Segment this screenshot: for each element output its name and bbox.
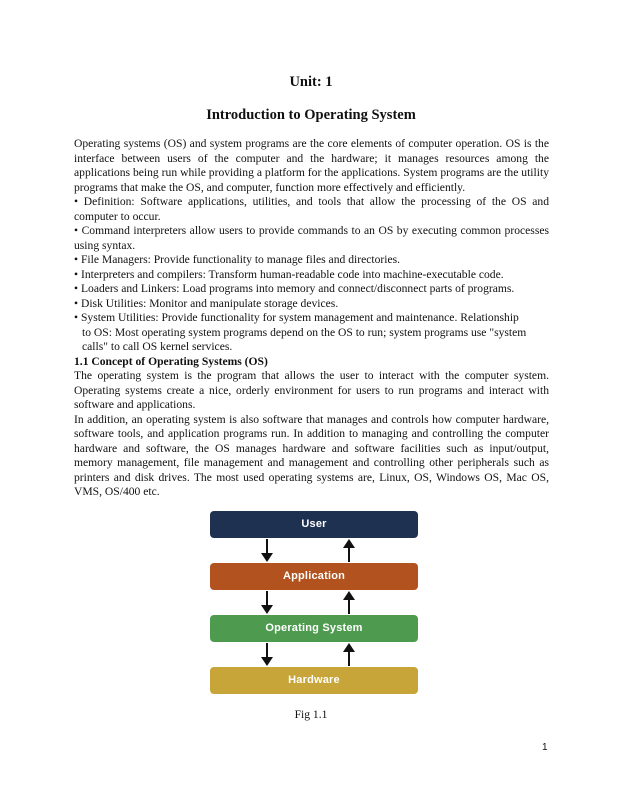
bullet-loaders-linkers: • Loaders and Linkers: Load programs into memory and connect/disconnect parts of programs. — [74, 282, 515, 295]
os-layers-diagram — [210, 511, 418, 697]
arrow-down-icon — [261, 538, 273, 563]
relationship-text: to OS: Most operating system programs depend on the OS to run; system programs use "system calls" to call OS kernel services. — [82, 325, 527, 353]
section-heading: 1.1 Concept of Operating Systems (OS) — [74, 354, 268, 368]
layer-hardware: Hardware — [210, 667, 418, 694]
layer-application: Application — [210, 563, 418, 590]
unit-heading: Unit: 1 — [289, 74, 333, 90]
section-paragraph-2: In addition, an operating system is also software that manages and controls how computer hardware, software tools, and application programs run. In addition to managing and controlling the computer hardware and software, the OS manages hardware and software facilities such as input/output, memory management, file management and management and controlling other peripherals such as printers and disk drives. The most used operating systems are, Linux, OS, Windows OS, Mac OS, VMS, OS/400 etc. — [74, 412, 549, 498]
layer-user: User — [210, 511, 418, 538]
page-title: Introduction to Operating System — [206, 107, 416, 123]
bullet-interpreters-compilers: • Interpreters and compilers: Transform human-readable code into machine-executable code. — [74, 267, 504, 281]
arrow-up-icon — [343, 590, 355, 615]
arrow-up-icon — [343, 642, 355, 667]
figure-caption: Fig 1.1 — [294, 708, 328, 721]
bullet-command-interpreters: • Command interpreters allow users to provide commands to an OS by executing common processes using syntax. — [74, 224, 549, 252]
page-number: 1 — [542, 742, 548, 753]
bullet-definition: • Definition: Software applications, utilities, and tools that allow the processing of the OS and computer to occur. — [74, 195, 549, 223]
bullet-system-utilities: • System Utilities: Provide functionality for system management and maintenance. Relationship — [74, 311, 519, 324]
arrow-down-icon — [261, 590, 273, 615]
arrow-down-icon — [261, 642, 273, 667]
document-body — [74, 137, 549, 500]
bullet-file-managers: • File Managers: Provide functionality to manage files and directories. — [74, 253, 401, 266]
section-paragraph-1: The operating system is the program that allows the user to interact with the computer system. Operating systems create a nice, orderly environment for users to run programs and interact with software and applications. — [74, 369, 549, 411]
layer-operating-system: Operating System — [210, 615, 418, 642]
bullet-disk-utilities: • Disk Utilities: Monitor and manipulate storage devices. — [74, 296, 339, 310]
intro-paragraph: Operating systems (OS) and system programs are the core elements of computer operation. OS is the interface between users of the computer and the hardware; it manages resources among the applications being run while providing a platform for the applications. System programs are the utility programs that make the OS, and computer, function more effectively and efficiently. — [74, 137, 549, 194]
arrow-up-icon — [343, 538, 355, 563]
